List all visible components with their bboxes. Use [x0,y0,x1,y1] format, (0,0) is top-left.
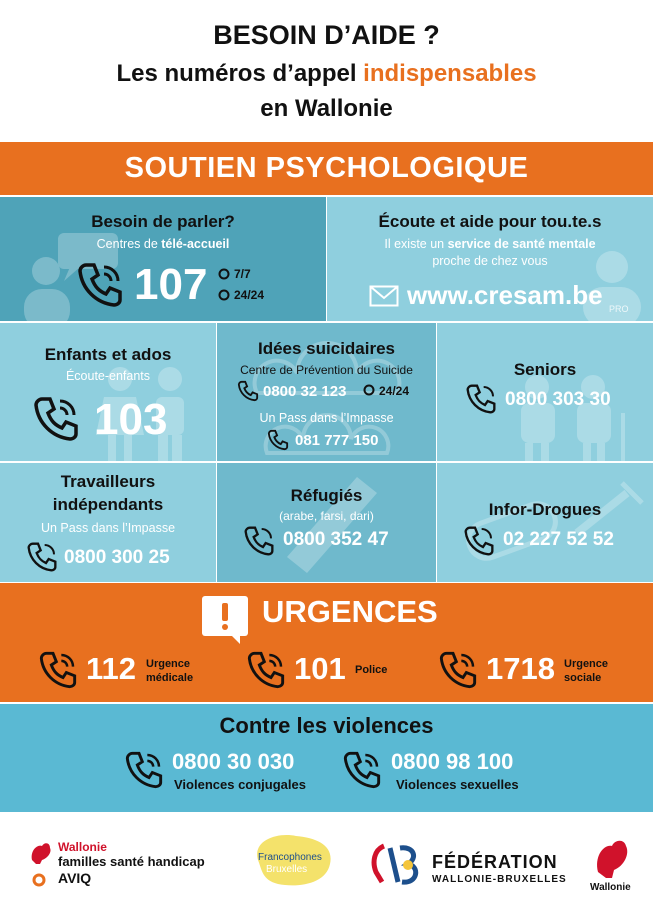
violence-label: Violences sexuelles [396,777,519,792]
cell-title: Travailleurs [60,472,156,491]
phone-number-103[interactable]: 103 [94,395,168,444]
cell-title: Réfugiés [290,486,363,505]
violences-title: Contre les violences [219,713,434,738]
cell-idees-suicidaires [217,323,436,461]
cell-subtitle: (arabe, farsi, dari) [279,509,374,523]
section-title: SOUTIEN PSYCHOLOGIQUE [124,152,529,184]
cell-title: Enfants et ados [44,345,172,364]
cell-subtitle-2: proche de chez vous [432,254,548,268]
phone-icon [32,395,80,443]
phone-icon [246,650,286,690]
phone-number-seniors[interactable]: 0800 303 30 [505,389,611,410]
cell-subtitle: Centre de Prévention du Suicide [240,363,413,377]
francophones-bruxelles-logo [248,830,338,890]
fwb-logo [370,842,570,892]
website-link[interactable]: www.cresam.be [407,280,603,310]
phone-number-0800-32-123[interactable]: 0800 32 123 [263,383,347,400]
cell-seniors [437,323,653,461]
violence-label: Violences conjugales [174,777,306,792]
wallonie-text: Wallonie [590,882,631,893]
phone-icon [76,261,124,309]
wallonie-logo [588,836,638,896]
cell-title: Infor-Drogues [488,500,602,519]
clock-icon [218,268,230,280]
cell-title: Seniors [513,360,577,379]
fwb-text-2: WALLONIE-BRUXELLES [432,874,567,885]
hours-24-24: 24/24 [379,384,410,398]
aviq-text-2: familles santé handicap [58,854,205,869]
rooster-icon [592,836,632,880]
cell-ecoute-aide [327,197,653,321]
cell-subtitle-text: Centres de [96,237,162,251]
franco-text-1: Francophones [258,852,322,863]
page-title: BESOIN D’AIDE ? [213,20,440,50]
cell-subtitle [0,237,326,251]
subtitle-highlight: indispensables [363,60,537,87]
cell-subtitle: Un Pass dans l’Impasse [40,521,176,535]
urgences-title: URGENCES [262,594,438,629]
urgence-label: Urgence [564,658,609,670]
clock-icon [218,289,230,301]
phone-number-107[interactable]: 107 [134,260,208,309]
aviq-logo [28,836,238,896]
rooster-icon [28,840,54,866]
page-subtitle-region: en Wallonie [260,95,393,122]
cell-subtitle-bold: télé-accueil [161,237,230,251]
clock-icon [363,384,375,396]
violence-number-sexuelles[interactable]: 0800 98 100 [391,749,514,774]
urgence-number-112[interactable]: 112 [86,651,137,686]
phone-icon [463,525,495,557]
cell-subtitle-2: Un Pass dans l’Impasse [259,411,394,425]
subtitle-text: Les numéros d’appel [116,60,364,87]
fwb-mark-icon [370,842,422,888]
page-subtitle [0,60,653,88]
cell-title-2: indépendants [52,495,164,514]
hours-24-24: 24/24 [234,288,265,302]
violence-number-conjugales[interactable]: 0800 30 030 [172,749,295,774]
phone-icon [124,750,164,790]
cell-infor-drogues [437,463,653,582]
cell-subtitle-bold: service de santé mentale [447,237,596,251]
franco-text-2: Bruxelles [266,864,308,875]
phone-icon [237,380,259,402]
section-header-soutien [0,142,653,195]
alert-icon [202,596,248,636]
cell-title: Écoute et aide pour tou.te.s [378,212,602,231]
urgence-label: Urgence [146,658,191,670]
phone-number-081-777-150[interactable]: 081 777 150 [295,432,379,449]
phone-number-drogues[interactable]: 02 227 52 52 [503,529,614,550]
phone-icon [243,525,275,557]
phone-icon [438,650,478,690]
urgence-label: Police [355,664,388,676]
cell-subtitle [327,237,653,251]
cell-besoin-parler [0,197,326,321]
urgence-label-2: sociale [564,672,602,684]
cell-subtitle: Écoute-enfants [65,369,151,383]
cell-enfants-ados [0,323,216,461]
syringe-icon [457,473,647,573]
cell-refugies [217,463,436,582]
cell-title: Besoin de parler? [91,212,235,231]
cell-travailleurs [0,463,216,582]
urgence-number-1718[interactable]: 1718 [486,651,555,686]
fwb-text-1: FÉDÉRATION [432,852,558,872]
aviq-text-3: AVIQ [58,870,92,886]
phone-icon [26,541,58,573]
phone-icon [465,383,497,415]
aviq-text-1: Wallonie [58,840,107,854]
seniors-icon [497,373,637,461]
cell-subtitle-text: Il existe un [384,237,448,251]
phone-icon [38,650,78,690]
cell-title: Idées suicidaires [257,339,396,358]
urgence-label-2: médicale [146,672,194,684]
phone-icon [267,429,289,451]
mail-icon [369,285,399,307]
hours-7-7: 7/7 [234,267,251,281]
phone-icon [342,750,382,790]
urgence-number-101[interactable]: 101 [294,651,346,686]
aviq-mark-icon [32,872,46,888]
phone-number-travailleurs[interactable]: 0800 300 25 [64,547,170,568]
phone-number-refugies[interactable]: 0800 352 47 [283,529,389,550]
pro-badge: PRO [609,304,629,314]
